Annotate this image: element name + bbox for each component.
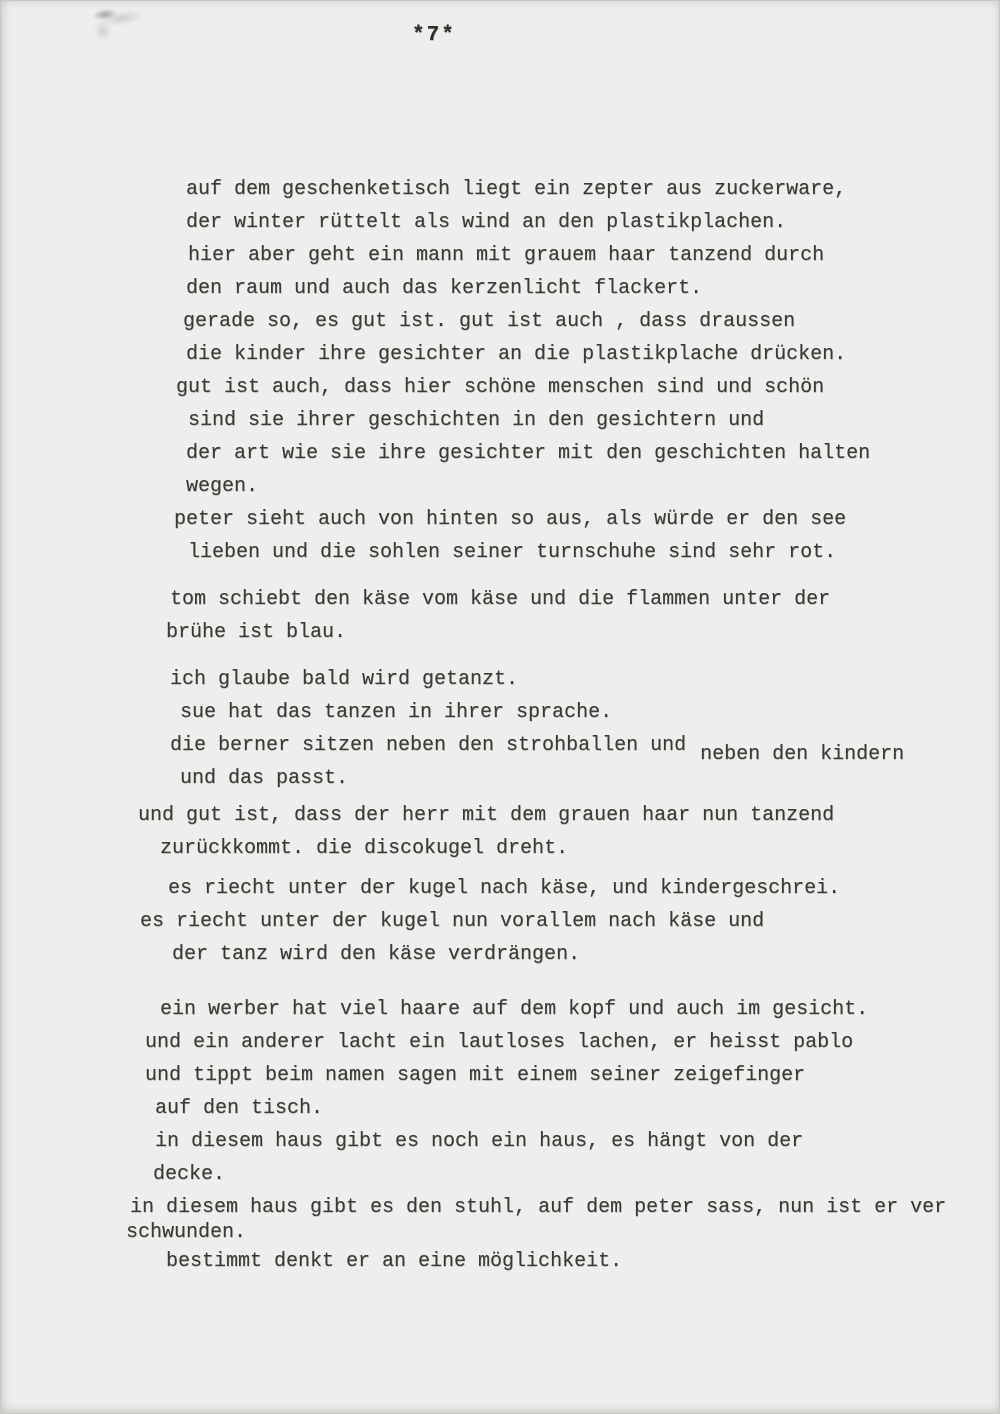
text-line	[140, 905, 986, 938]
text-line-main: auf den tisch.	[155, 1097, 324, 1120]
text-line-main: die kinder ihre gesichter an die plastikplache drücken.	[186, 343, 847, 366]
text-line-main: brühe ist blau.	[166, 621, 347, 644]
text-line	[145, 1059, 986, 1092]
text-line-main: sind sie ihrer geschichten in den gesichtern und	[188, 409, 765, 432]
text-line-main: und gut ist, dass der herr mit dem grauen haar nun tanzend	[138, 804, 835, 827]
text-line	[153, 1158, 986, 1191]
text-line-offset-insert: neben den kindern	[700, 743, 905, 766]
text-line	[172, 938, 986, 971]
text-line-main: in diesem haus gibt es den stuhl, auf dem peter sass, nun ist er ver	[130, 1196, 947, 1219]
text-line	[145, 1026, 986, 1059]
scan-smudge	[86, 0, 161, 47]
text-line	[166, 1245, 986, 1278]
text-line	[160, 832, 986, 865]
text-line-main: zurückkommt. die discokugel dreht.	[160, 837, 569, 860]
text-line-main: gut ist auch, dass hier schöne menschen sind und schön	[176, 376, 825, 399]
text-line-main: in diesem haus gibt es noch ein haus, es hängt von der	[155, 1130, 804, 1153]
text-line	[183, 305, 986, 338]
text-line-main: und das passt.	[180, 767, 349, 790]
text-line	[170, 729, 986, 766]
text-line-main: peter sieht auch von hinten so aus, als würde er den see	[174, 508, 847, 531]
text-line-main: sue hat das tanzen in ihrer sprache.	[180, 701, 613, 724]
text-line-main: ich glaube bald wird getanzt.	[170, 668, 519, 691]
text-line	[186, 173, 986, 206]
text-line-main: es riecht unter der kugel nun vorallem nach käse und	[140, 910, 765, 933]
text-line-main: der tanz wird den käse verdrängen.	[172, 943, 581, 966]
text-line-main: schwunden.	[126, 1221, 247, 1244]
text-line-main: gerade so, es gut ist. gut ist auch , dass draussen	[183, 310, 796, 333]
text-line	[186, 206, 986, 239]
text-line-main: decke.	[153, 1163, 226, 1186]
text-line	[188, 536, 986, 569]
text-line	[155, 1092, 986, 1125]
text-line	[186, 437, 986, 470]
poem-text	[126, 173, 986, 1278]
text-line	[166, 616, 986, 649]
text-line	[138, 799, 986, 832]
text-line	[170, 663, 986, 696]
text-line	[188, 239, 986, 272]
text-line-main: ein werber hat viel haare auf dem kopf und auch im gesicht.	[160, 998, 869, 1021]
text-line	[170, 583, 986, 616]
text-line	[188, 404, 986, 437]
text-line-main: lieben und die sohlen seiner turnschuhe sind sehr rot.	[188, 541, 837, 564]
text-line-main: der art wie sie ihre gesichter mit den geschichten halten	[186, 442, 871, 465]
text-line	[130, 1191, 986, 1224]
text-line	[186, 272, 986, 305]
text-line-main: und tippt beim namen sagen mit einem seiner zeigefinger	[145, 1064, 806, 1087]
text-line-main: die berner sitzen neben den strohballen und	[170, 734, 687, 757]
text-line	[160, 993, 986, 1026]
text-line	[186, 338, 986, 371]
text-line-main: tom schiebt den käse vom käse und die flammen unter der	[170, 588, 831, 611]
page-number: *7*	[412, 24, 456, 47]
text-line-main: bestimmt denkt er an eine möglichkeit.	[166, 1250, 623, 1273]
text-line	[168, 872, 986, 905]
text-line	[174, 503, 986, 536]
text-line-main: und ein anderer lacht ein lautloses lachen, er heisst pablo	[145, 1031, 854, 1054]
text-line-main: hier aber geht ein mann mit grauem haar tanzend durch	[188, 244, 825, 267]
text-line	[176, 371, 986, 404]
text-line-main: es riecht unter der kugel nach käse, und kindergeschrei.	[168, 877, 841, 900]
text-line	[186, 470, 986, 503]
text-line	[180, 696, 986, 729]
text-line-main: wegen.	[186, 475, 259, 498]
text-line	[155, 1125, 986, 1158]
text-line-main: auf dem geschenketisch liegt ein zepter aus zuckerware,	[186, 178, 847, 201]
text-line-main: den raum und auch das kerzenlicht flackert.	[186, 277, 703, 300]
text-line-main: der winter rüttelt als wind an den plastikplachen.	[186, 211, 787, 234]
